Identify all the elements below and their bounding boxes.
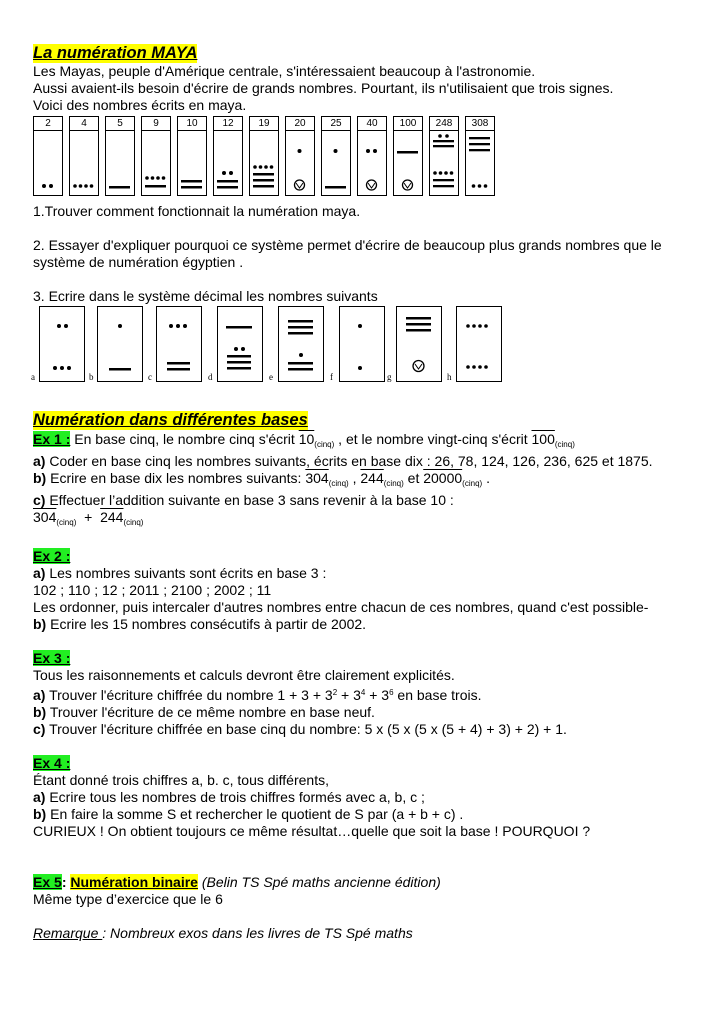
maya-cell-label: 19 <box>250 117 278 131</box>
maya-cell-label: 4 <box>70 117 98 131</box>
ex1-label: Ex 1 : <box>33 431 71 447</box>
glyph-label-c: c <box>148 372 152 382</box>
glyph-f <box>339 306 385 382</box>
ex4-line4: CURIEUX ! On obtient toujours ce même résultat…quelle que soit la base ! POURQUOI ? <box>33 823 591 839</box>
glyph-a <box>39 306 85 382</box>
maya-cell-5 <box>105 116 135 196</box>
maya-cell-2 <box>33 116 63 196</box>
ex4-line1: Étant donné trois chiffres a, b. c, tous différents, <box>33 772 329 788</box>
maya-glyph <box>34 131 61 195</box>
question-1: 1.Trouver comment fonctionnait la numération maya. <box>33 203 361 219</box>
ex1-c: c) Effectuer l’addition suivante en base 3 sans revenir à la base 10 : <box>33 492 454 508</box>
ex3-c: c) Trouver l'écriture chiffrée en base cinq du nombre: 5 x (5 x (5 x (5 + 4) + 3) + 2) + 1. <box>33 721 567 737</box>
maya-glyph <box>178 131 205 195</box>
maya-cell-4 <box>69 116 99 196</box>
glyph-g <box>396 306 442 382</box>
ex5-title: Numération binaire <box>70 874 198 890</box>
maya-cell-label: 2 <box>34 117 62 131</box>
glyph-b <box>97 306 143 382</box>
maya-glyph <box>214 131 241 195</box>
glyph-e <box>278 306 324 382</box>
maya-glyph <box>250 131 277 195</box>
ex3-b: b) Trouver l'écriture de ce même nombre en base neuf. <box>33 704 375 720</box>
intro-line-1: Les Mayas, peuple d'Amérique centrale, s'intéressaient beaucoup à l'astronomie. <box>33 63 536 79</box>
ex3-header <box>33 650 703 667</box>
maya-number-table <box>33 116 493 200</box>
maya-cell-100 <box>393 116 423 196</box>
maya-cell-label: 9 <box>142 117 170 131</box>
glyph-d <box>217 306 263 382</box>
glyph-c <box>156 306 202 382</box>
maya-cell-40 <box>357 116 387 196</box>
intro-line-3: Voici des nombres écrits en maya. <box>33 97 247 113</box>
maya-cell-10 <box>177 116 207 196</box>
ex3-a: a) Trouver l'écriture chiffrée du nombre $1 + 3 + 3^2 + 3^4 + 3^6$ en base trois. <box>33 687 482 703</box>
remark-label: Remarque <box>33 925 103 941</box>
maya-glyph <box>430 131 457 195</box>
ex1-c-sum: $304_{(cinq)} + 244_{(cinq)}$ <box>33 509 144 527</box>
glyph-label-a: a <box>31 372 35 382</box>
maya-glyph <box>394 131 421 195</box>
ex5-label: Ex 5 <box>33 874 62 890</box>
question-3: 3. Ecrire dans le système décimal les nombres suivants <box>33 288 378 304</box>
ex4-label: Ex 4 : <box>33 755 71 771</box>
ex4-header <box>33 755 703 772</box>
maya-cell-label: 308 <box>466 117 494 131</box>
maya-glyph <box>322 131 349 195</box>
maya-cell-label: 20 <box>286 117 314 131</box>
maya-glyph <box>142 131 169 195</box>
glyph-label-h: h <box>447 372 452 382</box>
maya-glyph <box>466 131 493 195</box>
maya-glyph <box>106 131 133 195</box>
question-2: 2. Essayer d'expliquer pourquoi ce système permet d'écrire de beaucoup plus grands nombres que le système de numération égyptien . <box>33 237 662 270</box>
maya-cell-label: 5 <box>106 117 134 131</box>
intro-line-2: Aussi avaient-ils besoin d'écrire de grands nombres. Pourtant, ils n'utilisaient que trois signes. <box>33 80 614 96</box>
ex2-header <box>33 548 703 565</box>
maya-cell-19 <box>249 116 279 196</box>
ex2-a: a) Les nombres suivants sont écrits en base 3 : <box>33 565 327 581</box>
ex5-header: Ex 5: Numération binaire (Belin TS Spé maths ancienne édition) <box>33 874 441 890</box>
maya-cell-label: 12 <box>214 117 242 131</box>
section-title-maya: La numération MAYA <box>33 44 198 62</box>
ex2-list: 102 ; 110 ; 12 ; 2011 ; 2100 ; 2002 ; 11 <box>33 582 272 598</box>
maya-cell-308 <box>465 116 495 196</box>
maya-cell-label: 100 <box>394 117 422 131</box>
ex3-label: Ex 3 : <box>33 650 71 666</box>
ex2-line3: Les ordonner, puis intercaler d'autres nombres entre chacun de ces nombres, quand c'est possible- <box>33 599 649 615</box>
ex4-b: b) En faire la somme S et rechercher le quotient de S par (a + b + c) . <box>33 806 464 822</box>
ex5-line2: Même type d’exercice que le 6 <box>33 891 223 907</box>
maya-glyph <box>286 131 313 195</box>
ex1-b: b) Ecrire en base dix les nombres suivants: $304_{(cinq)}$ , $244_{(cinq)}$ et $20000_{(cinq)}$ . <box>33 470 490 488</box>
maya-cell-12 <box>213 116 243 196</box>
maya-glyph <box>358 131 385 195</box>
glyph-label-f: f <box>330 372 333 382</box>
maya-cell-label: 248 <box>430 117 458 131</box>
maya-cell-label: 10 <box>178 117 206 131</box>
maya-cell-label: 25 <box>322 117 350 131</box>
ex2-label: Ex 2 : <box>33 548 71 564</box>
maya-cell-9 <box>141 116 171 196</box>
maya-cell-25 <box>321 116 351 196</box>
glyph-label-d: d <box>208 372 213 382</box>
section-title-bases: Numération dans différentes bases <box>33 411 308 429</box>
maya-exercise-glyphs <box>31 306 506 386</box>
ex1-intro: Ex 1 : En base cinq, le nombre cinq s'écrit $10_{(cinq)}$ , et le nombre vingt-cinq s'écrit $100_{(cinq)}$ <box>33 431 575 449</box>
maya-glyph <box>70 131 97 195</box>
ex2-b: b) Ecrire les 15 nombres consécutifs à partir de 2002. <box>33 616 367 632</box>
glyph-h <box>456 306 502 382</box>
maya-cell-248 <box>429 116 459 196</box>
glyph-label-e: e <box>269 372 273 382</box>
glyph-label-g: g <box>387 372 392 382</box>
remark: Remarque : Nombreux exos dans les livres de TS Spé maths <box>33 925 413 941</box>
ex4-a: a) Ecrire tous les nombres de trois chiffres formés avec a, b, c ; <box>33 789 425 805</box>
glyph-label-b: b <box>89 372 94 382</box>
document-page <box>33 44 703 942</box>
maya-cell-label: 40 <box>358 117 386 131</box>
maya-cell-20 <box>285 116 315 196</box>
ex3-line1: Tous les raisonnements et calculs devront être clairement explicités. <box>33 667 455 683</box>
ex1-a: a) Coder en base cinq les nombres suivants, écrits en base dix : 26, 78, 124, 126, 236, 625 et 1875. <box>33 453 653 469</box>
